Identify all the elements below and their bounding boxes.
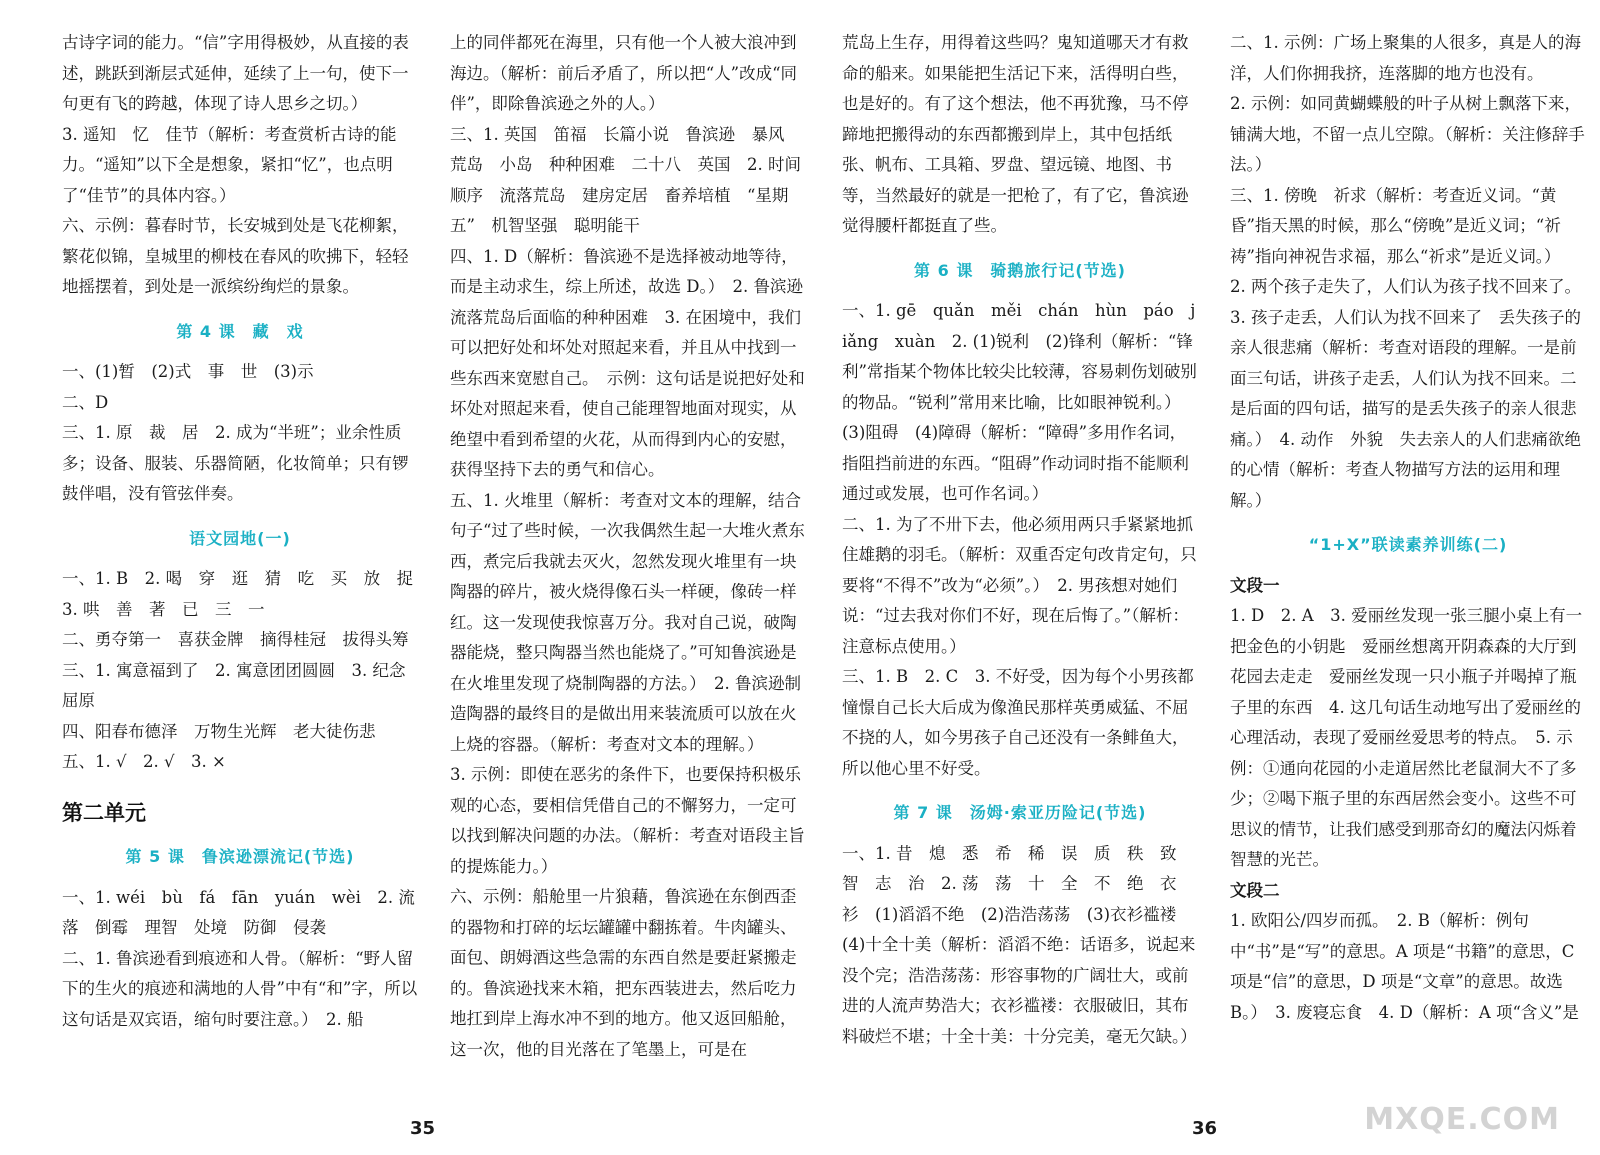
answer-paragraph: 二、D — [62, 392, 109, 412]
answer-paragraph: 四、1. D（解析：鲁滨逊不是选择被动地等待，而是主动求生，综上所述，故选 D。） 2. 鲁滨逊流落荒岛后面临的种种困难 3. 在困境中，我们可以把好处和坏处对照起来看，并且从中找到一些东西来宽慰自己。 示例：这句话是说把好处和坏处对照起来看，使自己能理智地面对现实，从绝望中看到希望的火花，从而得到内心的安慰，获得坚持下去的勇气和信心。 — [450, 246, 805, 479]
answer-paragraph: 3. 孩子走丢，人们认为找不回来了 丢失孩子的亲人很悲痛（解析：考查对语段的理解。一是前面三句话，讲孩子走丢，人们认为找不回来。二是后面的四句话，描写的是丢失孩子的亲人很悲痛。） 4. 动作 外貌 失去亲人的人们悲痛欲绝的心情（解析：考查人物描写方法的运用和理解。） — [1230, 307, 1581, 510]
answer-paragraph: 古诗字词的能力。“信”字用得极妙，从直接的表述，跳跃到渐层式延伸，延续了上一句，使下一句更有飞的跨越，体现了诗人思乡之切。） — [62, 33, 409, 113]
answer-paragraph: 六、示例：船舱里一片狼藉，鲁滨逊在东倒西歪的器物和打碎的坛坛罐罐中翻拣着。牛肉罐头、面包、朗姆酒这些急需的东西自然是要赶紧搬走的。鲁滨逊找来木箱，把东西装进去，然后吃力地扛到岸上海水冲不到的地方。他又返回船舱，这一次，他的目光落在了笔墨上，可是在 — [450, 887, 797, 1059]
watermark: MXQE.COM — [1364, 1102, 1560, 1137]
answer-paragraph: 五、1. 火堆里（解析：考查对文本的理解，结合句子“过了些时候，一次我偶然生起一大堆火煮东西，煮完后我就去灭火，忽然发现火堆里有一块陶器的碎片，被火烧得像石头一样硬，像砖一样红。这一发现使我惊喜万分。我对自己说，破陶器能烧，整只陶器当然也能烧了。”可知鲁滨逊是在火堆里发现了烧制陶器的方法。） 2. 鲁滨逊制造陶器的最终目的是做出用来装流质可以放在火上烧的容器。（解析：考查对文本的理解。） — [450, 490, 805, 754]
passage-label: 文段一 — [1230, 575, 1280, 595]
column-1 — [62, 28, 430, 1035]
lesson-heading: 第 5 课 鲁滨逊漂流记(节选) — [125, 847, 355, 866]
answer-paragraph: 五、1. √ 2. √ 3. × — [62, 752, 226, 771]
answer-paragraph: 2. 示例：如同黄蝴蝶般的叶子从树上飘落下来，铺满大地，不留一点儿空隙。（解析：关注修辞手法。） — [1230, 94, 1585, 174]
answer-paragraph: 三、1. 英国 笛福 长篇小说 鲁滨逊 暴风 荒岛 小岛 种种困难 二十八 英国 2. 时间顺序 流落荒岛 建房定居 畜养培植 “星期五” 机智坚强 聪明能干 — [450, 124, 801, 235]
answer-paragraph: 3. 示例：即使在恶劣的条件下，也要保持积极乐观的心态，要相信凭借自己的不懈努力，一定可以找到解决问题的办法。（解析：考查对语段主旨的提炼能力。） — [450, 765, 805, 876]
answer-paragraph: 一、(1)暂 (2)式 事 世 (3)示 — [62, 362, 314, 381]
lesson-heading: 第 6 课 骑鹅旅行记(节选) — [914, 260, 1126, 280]
column-4 — [1230, 28, 1586, 1028]
column-2 — [450, 28, 806, 1065]
unit-title: 第二单元 — [62, 800, 146, 825]
answer-paragraph: 二、勇夺第一 喜获金牌 摘得桂冠 拔得头筹 — [62, 630, 409, 649]
page-number-left: 35 — [410, 1118, 436, 1139]
lesson-heading: 第 7 课 汤姆·索亚历险记(节选) — [893, 803, 1147, 822]
passage-label: 文段二 — [1230, 880, 1280, 900]
answer-paragraph: 三、1. 原 裁 居 2. 成为“半班”；业余性质多；设备、服装、乐器简陋，化妆简单；只有锣鼓伴唱，没有管弦伴奏。 — [62, 423, 409, 503]
answer-paragraph: 上的同伴都死在海里，只有他一个人被大浪冲到海边。（解析：前后矛盾了，所以把“人”改成“同伴”，即除鲁滨逊之外的人。） — [450, 33, 798, 113]
answer-paragraph: 二、1. 鲁滨逊看到痕迹和人骨。（解析：“野人留下的生火的痕迹和满地的人骨”中有“和”字，所以这句话是双宾语，缩句时要注意。） 2. 船 — [62, 948, 418, 1029]
answer-paragraph: 1. D 2. A 3. 爱丽丝发现一张三腿小桌上有一把金色的小钥匙 爱丽丝想离开阴森森的大厅到花园去走走 爱丽丝发现一只小瓶子并喝掉了瓶子里的东西 4. 这几句话生动地写出了爱丽丝的心理活动，表现了爱丽丝爱思考的特点。 5. 示例：①通向花园的小走道居然比老鼠洞大不了多少；②喝下瓶子里的东西居然会变小。这些不可思议的情节，让我们感受到那奇幻的魔法闪烁着智慧的光芒。 — [1230, 606, 1583, 869]
answer-paragraph: 二、1. 为了不卅下去，他必须用两只手紧紧地抓住雄鹅的羽毛。（解析：双重否定句改肯定句，只要将“不得不”改为“必须”。） 2. 男孩想对她们说：“过去我对你们不好，现在后悔了。”（解析：注意标点使用。） — [842, 514, 1197, 656]
answer-paragraph: 四、阳春布德泽 万物生光辉 老大徒伤悲 — [62, 721, 376, 741]
page-number-right: 36 — [1192, 1118, 1218, 1139]
answer-paragraph: 三、1. 傍晚 祈求（解析：考查近义词。“黄昏”指天黑的时候，那么“傍晚”是近义词；“祈祷”指向神祝告求福，那么“祈求”是近义词。） — [1230, 185, 1561, 266]
answer-paragraph: 二、1. 示例：广场上聚集的人很多，真是人的海洋，人们你拥我挤，连落脚的地方也没有。 — [1230, 33, 1581, 83]
answer-paragraph: 荒岛上生存，用得着这些吗？鬼知道哪天才有救命的船来。如果能把生活记下来，活得明白些，也是好的。有了这个想法，他不再犹豫，马不停蹄地把搬得动的东西都搬到岸上，其中包括纸张、帆布、工具箱、罗盘、望远镜、地图、书等，当然最好的就是一把枪了，有了它，鲁滨逊觉得腰杆都挺直了些。 — [842, 33, 1189, 235]
answer-paragraph: 2. 两个孩子走失了，人们认为孩子找不回来了。 — [1230, 277, 1581, 296]
answer-paragraph: 一、1. 昔 熄 悉 希 稀 误 质 秩 致 智 志 治 2. 荡 荡 十 全 不 绝 衣 衫 (1)滔滔不绝 (2)浩浩荡荡 (3)衣衫褴褛 (4)十全十美（解析：滔滔不绝：话语多，说起来没个完；浩浩荡荡：形容事物的广阔壮大，或前进的人流声势浩大；衣衫褴褛：衣服破旧，其布料破烂不堪；十全十美：十分完美，毫无欠缺。） — [842, 843, 1197, 1046]
answer-paragraph: 三、1. B 2. C 3. 不好受，因为每个小男孩都憧憬自己长大后成为像渔民那样英勇威猛、不屈不挠的人，如今男孩子自己还没有一条鲱鱼大，所以他心里不好受。 — [842, 667, 1194, 778]
answer-paragraph: 一、1. wéi bù fá fān yuán wèi 2. 流落 倒霉 理智 处境 防御 侵袭 — [62, 887, 415, 937]
answer-paragraph: 一、1. B 2. 喝 穿 逛 猜 吃 买 放 捉 3. 哄 善 著 已 三 一 — [62, 569, 430, 619]
column-3 — [842, 28, 1198, 1052]
answer-paragraph: 一、1. gē quǎn měi chán hùn páo jiǎng xuàn 2. (1)锐利 (2)锋利（解析：“锋利”常指某个物体比较尖比较薄，容易刺伤划破别的物品。“锐利”常用来比喻，比如眼神锐利。） (3)阻碍 (4)障碍（解析：“障碍”多用作名词，指阻挡前进的东西。“阻碍”作动词时指不能顺利通过或发展，也可作名词。） — [842, 301, 1197, 503]
lesson-heading: “1+X”联读素养训练(二) — [1308, 535, 1508, 554]
answer-paragraph: 1. 欧阳公/四岁而孤。 2. B（解析：例句中“书”是“写”的意思。A 项是“书籍”的意思，C 项是“信”的意思，D 项是“文章”的意思。故选 B。） 3. 废寝忘食 4. D（解析：A 项“含义”是 — [1230, 911, 1579, 1022]
answer-paragraph: 3. 遥知 忆 佳节（解析：考查赏析古诗的能力。“遥知”以下全是想象，紧扣“忆”，也点明了“佳节”的具体内容。） — [62, 124, 397, 205]
answer-paragraph: 六、示例：暮春时节，长安城到处是飞花柳絮，繁花似锦，皇城里的柳枝在春风的吹拂下，轻轻地摇摆着，到处是一派缤纷绚烂的景象。 — [62, 216, 409, 296]
lesson-heading: 语文园地(一) — [189, 528, 291, 548]
answer-paragraph: 三、1. 寓意福到了 2. 寓意团团圆圆 3. 纪念屈原 — [62, 660, 406, 710]
lesson-heading: 第 4 课 藏 戏 — [176, 321, 304, 341]
